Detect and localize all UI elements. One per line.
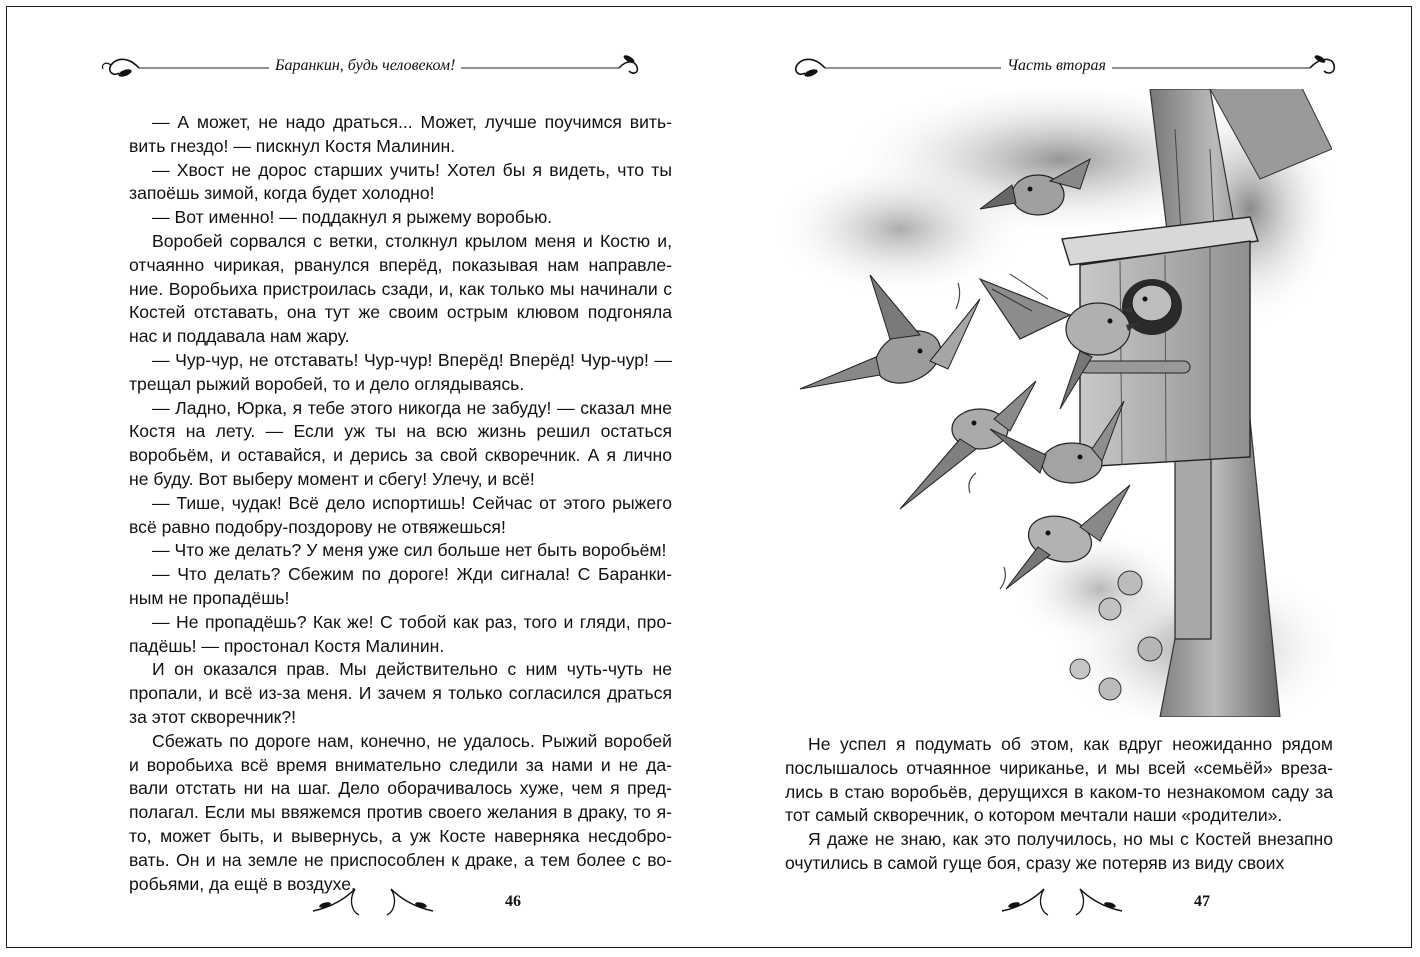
paragraph: — Ладно, Юрка, я тебе этого никогда не забуду! — сказал мне Костя на лету. — Если уж ты на всю жизнь решил остаться воробьём, и оставайся, и дерись за свой скворечник. А я лично не буду. Вот выберу момент и сбегу! Улечу, и всё! xyxy=(129,397,672,489)
paragraph: И он оказался прав. Мы действительно с ним чуть-чуть не пропали, и всё из-за меня. И зачем я только согласился драться за этот скворечник?! xyxy=(129,659,672,727)
book-spread xyxy=(6,6,1412,948)
page-number-right xyxy=(992,877,1210,927)
running-head-title: Часть вторая xyxy=(1001,57,1112,75)
left-page xyxy=(7,7,707,947)
running-head-title: Баранкин, будь человеком! xyxy=(269,57,461,75)
paragraph: — А может, не надо драться... Может, лучше поучимся витьвить гнездо! — пискнул Костя Малинин. xyxy=(129,112,672,156)
sparrows-illustration xyxy=(780,89,1332,717)
page-number: 46 xyxy=(505,893,521,910)
paragraph: — Хвост не дорос старших учить! Хотел бы я видеть, что ты запоёшь зимой, когда будет холодно! xyxy=(129,159,672,204)
right-page xyxy=(710,7,1410,947)
paragraph: — Чур-чур, не отставать! Чур-чур! Вперёд! Вперёд! Чур-чур! — трещал рыжий воробей, то и дело оглядываясь. xyxy=(129,349,672,394)
paragraph: — Вот именно! — поддакнул я рыжему воробью. xyxy=(152,207,553,228)
paragraph: — Что же делать? У меня уже сил больше нет быть воробьём! xyxy=(152,540,667,561)
page-number: 47 xyxy=(1194,893,1210,910)
sparrows-fighting-over-birdhouse-icon xyxy=(780,89,1332,717)
body-text-left xyxy=(129,111,672,896)
folio-ornament-icon xyxy=(303,877,443,927)
running-head-right xyxy=(785,47,1340,87)
paragraph: Воробей сорвался с ветки, столкнул крылом меня и Костю и, отчаянно чирикая, рванулся вперёд, показывая нам направление. Воробьиха пристроилась сзади, и, как только мы начинали с Костей отставать, она тут же своим острым клювом подгоняла нас и поддавала нам жару. xyxy=(129,230,672,347)
paragraph: — Что делать? Сбежим по дороге! Жди сигнала! С Баранкиным не пропадёшь! xyxy=(129,564,672,608)
running-head-left xyxy=(99,47,645,87)
page-number-left xyxy=(303,877,521,927)
paragraph: Сбежать по дороге нам, конечно, не удалось. Рыжий воробей и воробьиха всё время внимательно следили за нами и не давали отстать ни на шаг. Дело оборачивалось хуже, чем я предполагал. Если мы ввяжемся против своего желания в драку, то я-то, может быть, и вывернусь, а уж Косте наверняка несдобровать. Он и на земле не приспособлен к драке, а тем более с воробьями, да ещё в воздухе. xyxy=(129,730,672,894)
paragraph: Не успел я подумать об этом, как вдруг неожиданно рядом послышалось отчаянное чириканье, и мы всей «семьёй» врезались в стаю воробьёв, дерущихся в каком-то незнакомом саду за тот самый скворечник, о котором мечтали наши «родители». xyxy=(785,734,1333,826)
folio-ornament-icon xyxy=(992,877,1132,927)
body-text-right xyxy=(785,733,1333,876)
paragraph: — Тише, чудак! Всё дело испортишь! Сейчас от этого рыжего всё равно подобру-поздорову не отвяжешься! xyxy=(129,492,672,537)
paragraph: Я даже не знаю, как это получилось, но мы с Костей внезапно очутились в самой гуще боя, сразу же потеряв из виду своих xyxy=(785,829,1333,873)
paragraph: — Не пропадёшь? Как же! С тобой как раз, того и гляди, пропадёшь! — простонал Костя Малинин. xyxy=(129,611,672,656)
